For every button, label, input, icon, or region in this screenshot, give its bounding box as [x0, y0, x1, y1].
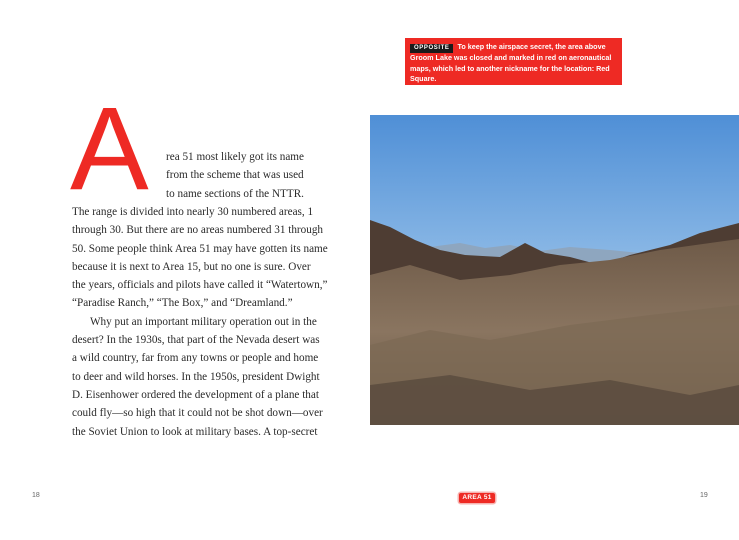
body-text-line: desert? In the 1930s, that part of the Nevada desert was [72, 334, 320, 346]
photo-caption [405, 38, 622, 85]
body-text-line: could fly—so high that it could not be shot down—over [72, 407, 323, 420]
body-text-line: to name sections of the NTTR. [166, 187, 304, 200]
body-text-line: the Soviet Union to look at military bases. A top-secret [72, 425, 318, 438]
body-text-line: D. Eisenhower ordered the development of a plane that [72, 388, 319, 401]
body-text-line: because it is next to Area 15, but no one is sure. Over [72, 260, 311, 273]
body-text-line: “Paradise Ranch,” “The Box,” and “Dreamland.” [72, 297, 293, 310]
body-text-line: rea 51 most likely got its name [166, 151, 304, 163]
caption-text: To keep the airspace secret, the area above Groom Lake was closed and marked in red on aeronautical maps, which led to another nickname for the location: Red Square. [410, 42, 612, 84]
desert-mountain-photo [370, 115, 739, 425]
right-page-number: 19 [700, 492, 708, 499]
area51-logo: AREA 51 [459, 493, 495, 503]
body-text-line: a wild country, far from any towns or people and home [72, 352, 319, 365]
body-text-line: through 30. But there are no areas numbered 31 through [72, 224, 324, 237]
body-text-line: to deer and wild horses. In the 1950s, president Dwight [72, 370, 320, 383]
body-text-line: The range is divided into nearly 30 numbered areas, 1 [72, 205, 314, 218]
body-text-line: Why put an important military operation out in the [90, 315, 317, 328]
caption-tag: OPPOSITE [410, 44, 453, 53]
body-text-line: 50. Some people think Area 51 may have gotten its name [72, 242, 328, 255]
body-text-line: from the scheme that was used [166, 169, 304, 182]
left-page-number: 18 [32, 492, 40, 499]
body-text-line: the years, officials and pilots have called it “Watertown,” [72, 279, 328, 292]
drop-cap: A [70, 83, 149, 215]
